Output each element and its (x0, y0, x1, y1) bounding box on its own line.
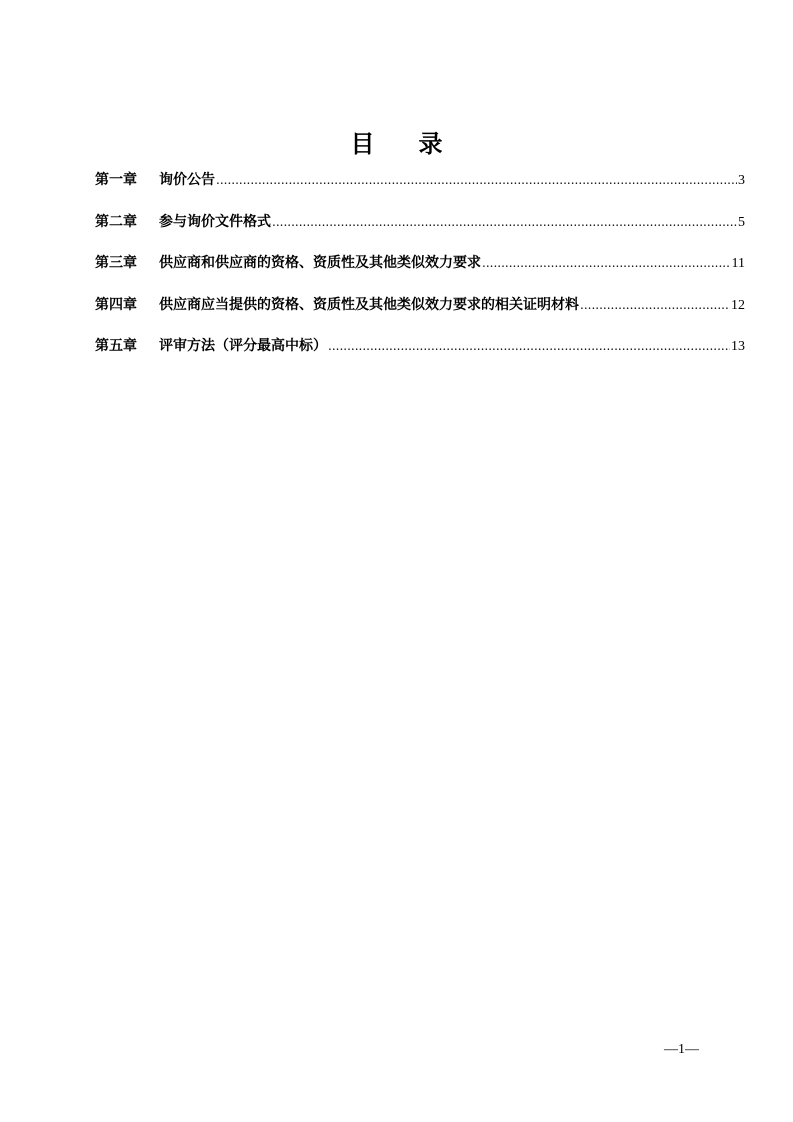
title-part-1: 目 (350, 129, 375, 158)
toc-entry-3[interactable] (95, 253, 745, 274)
title-part-2: 录 (418, 129, 443, 158)
toc-chapter-number: 第一章 (95, 172, 137, 188)
toc-chapter-number: 第三章 (95, 255, 137, 271)
toc-page-number: 13 (731, 339, 745, 354)
toc-chapter-title: 询价公告 (159, 172, 215, 188)
toc-leader-dots (580, 295, 730, 316)
toc-chapter-number: 第四章 (95, 296, 137, 313)
toc-entry-1[interactable] (95, 170, 745, 191)
toc-chapter-number: 第五章 (95, 338, 137, 354)
toc-leader-dots (216, 170, 737, 191)
toc-chapter-number: 第二章 (95, 213, 137, 230)
toc-page-number: 12 (731, 297, 745, 313)
toc-chapter-title: 供应商和供应商的资格、资质性及其他类似效力要求 (159, 255, 481, 271)
toc-leader-dots (272, 212, 737, 233)
toc-entry-5[interactable] (95, 336, 745, 357)
toc-chapter-title: 供应商应当提供的资格、资质性及其他类似效力要求的相关证明材料 (159, 296, 579, 313)
page-title (0, 128, 793, 160)
toc-page-number: 11 (731, 256, 745, 271)
footer-page-number: —1— (664, 1042, 699, 1057)
toc-leader-dots (482, 253, 731, 274)
toc-entry-2[interactable] (95, 212, 745, 233)
toc-chapter-title: 参与询价文件格式 (159, 213, 271, 230)
toc-chapter-title: 评审方法（评分最高中标） (159, 338, 327, 354)
toc-entry-4[interactable] (95, 295, 745, 316)
toc-page-number: 3 (738, 173, 745, 188)
table-of-contents (95, 170, 745, 378)
toc-page-number: 5 (738, 214, 745, 230)
toc-leader-dots (328, 336, 730, 357)
